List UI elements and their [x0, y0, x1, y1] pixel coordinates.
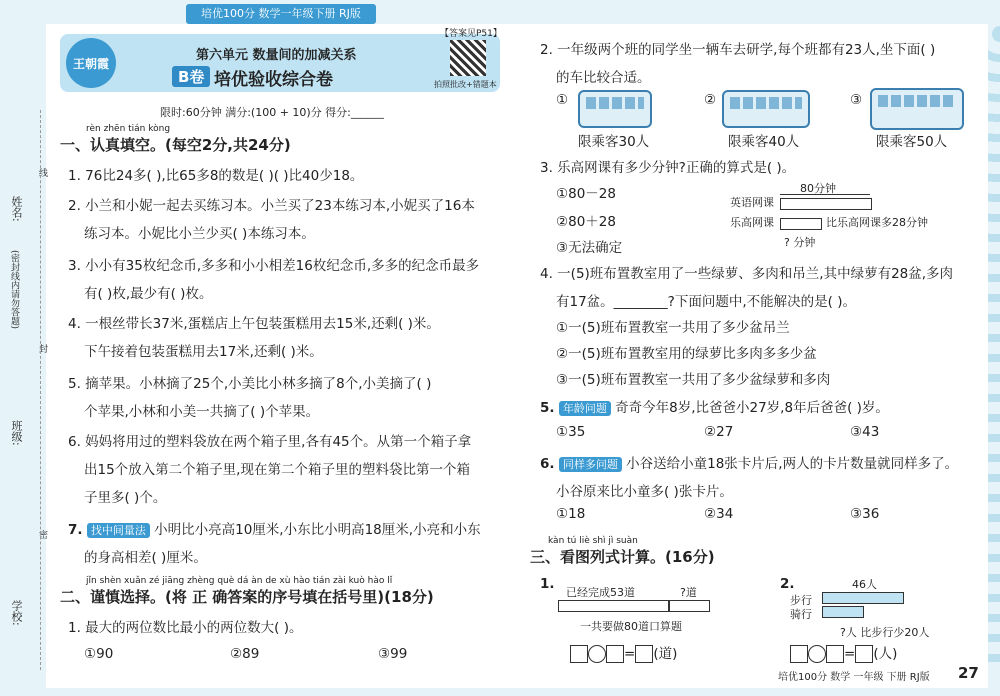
p2-walk-label: 步行	[790, 594, 812, 607]
q6-topic-tag: 同样多问题	[559, 457, 622, 472]
s2-q6-opt2[interactable]: ②34	[704, 506, 734, 522]
p1-done-label: 已经完成53道	[566, 586, 635, 599]
p2-number: 2.	[780, 576, 795, 592]
s1-q4a: 4. 一根丝带长37米,蛋糕店上午包装蛋糕用去15米,还剩( )米。	[68, 316, 440, 332]
q3-compare-label: 比乐高网课多28分钟	[826, 216, 928, 229]
unit-title: 第六单元 数量间的加减关系	[196, 48, 357, 63]
s1-q6c: 子里多( )个。	[84, 490, 167, 506]
bus-3-image[interactable]	[870, 88, 964, 130]
s1-q1: 1. 76比24多( ),比65多8的数是( )( )比40少18。	[68, 168, 364, 184]
p2-walk-bar	[822, 592, 904, 604]
q3-lego-bar	[780, 218, 822, 230]
s2-q2a: 2. 一年级两个班的同学坐一辆车去研学,每个班都有23人,坐下面( )	[540, 42, 936, 58]
s2-q1-opt1[interactable]: ①90	[84, 646, 114, 662]
class-label: 班级:	[10, 420, 23, 446]
bus3-cap: 限乘客50人	[876, 134, 948, 150]
s1-q3a: 3. 小小有35枚纪念币,多多和小小相差16枚纪念币,多多的纪念币最多	[68, 258, 480, 274]
s2-q3-opt3[interactable]: ③无法确定	[556, 240, 623, 256]
qr-caption: 拍照批改+错题本	[434, 80, 497, 89]
bus3-num: ③	[850, 92, 863, 108]
s2-q5-opt3[interactable]: ③43	[850, 424, 880, 440]
q3-brace-top	[780, 194, 870, 195]
p1-equation: = (道)	[570, 642, 677, 663]
s2-q5: 5. 年龄问题 奇奇今年8岁,比爸爸小27岁,8年后爸爸( )岁。	[540, 400, 889, 416]
bus2-cap: 限乘客40人	[728, 134, 800, 150]
s1-title: 一、认真填空。(每空2分,共24分)	[60, 136, 291, 154]
qr-code[interactable]	[450, 40, 486, 76]
bus-1-image[interactable]	[578, 90, 652, 128]
p2-top-label: 46人	[852, 578, 877, 591]
p1-q-label: ?道	[680, 586, 697, 599]
s2-q1-opt2[interactable]: ②89	[230, 646, 260, 662]
page-number: 27	[958, 664, 979, 682]
s2-q4b: 有17盆。________?下面问题中,不能解决的是( )。	[556, 294, 856, 310]
p2-ride-bar	[822, 606, 864, 618]
paper-title: 培优验收综合卷	[214, 70, 333, 90]
s1-q6b: 出15个放入第二个箱子里,现在第二个箱子里的塑料袋比第一个箱	[84, 462, 470, 478]
s2-pinyin: jǐn shèn xuǎn zé jiāng zhèng què dá àn de xù hào tián zài kuò hào lǐ	[86, 576, 393, 586]
time-score-line: 限时:60分钟 满分:(100 + 10)分 得分:______	[160, 106, 384, 119]
p1-rest-bar	[668, 600, 710, 612]
paper-tag: B卷	[172, 66, 210, 87]
q3-lego-label: 乐高网课	[730, 216, 774, 229]
q3-diagram-top: 80分钟	[800, 182, 836, 195]
brand-logo: 王朝霞	[66, 38, 116, 88]
q3-english-label: 英语网课	[730, 196, 774, 209]
p1-done-bar	[558, 600, 670, 612]
p2-ride-label: 骑行	[790, 608, 812, 621]
s2-q2b: 的车比较合适。	[556, 70, 651, 86]
s1-q4b: 下午接着包装蛋糕用去17米,还剩( )米。	[84, 344, 323, 360]
s1-q3b: 有( )枚,最少有( )枚。	[84, 286, 213, 302]
seal-mark-close: 密	[37, 530, 47, 539]
p1-total-label: 一共要做80道口算题	[580, 620, 682, 633]
s2-q4-opt2[interactable]: ②一(5)班布置教室用的绿萝比多肉多多少盆	[556, 346, 817, 362]
wave-border	[988, 24, 1000, 674]
bus1-num: ①	[556, 92, 569, 108]
bus1-cap: 限乘客30人	[578, 134, 650, 150]
name-label: 姓名:	[10, 196, 23, 222]
seal-line	[40, 110, 41, 670]
s2-title: 二、谨慎选择。(将 正 确答案的序号填在括号里)(18分)	[60, 588, 434, 606]
s2-q3-opt1[interactable]: ①80－28	[556, 186, 616, 202]
footer-text: 培优100分 数学 一年级 下册 RJ版	[778, 672, 930, 683]
s2-q5-opt2[interactable]: ②27	[704, 424, 734, 440]
seal-note: (密封线内请勿答题)	[9, 250, 19, 330]
s2-q4-opt3[interactable]: ③一(5)班布置教室一共用了多少盆绿萝和多肉	[556, 372, 831, 388]
series-banner: 培优100分 数学一年级下册 RJ版	[186, 4, 376, 24]
s1-pinyin: rèn zhēn tián kòng	[86, 124, 171, 134]
q7-method-tag: 找中间量法	[87, 523, 150, 538]
s1-q7b: 的身高相差( )厘米。	[84, 550, 207, 566]
s1-q2a: 2. 小兰和小妮一起去买练习本。小兰买了23本练习本,小妮买了16本	[68, 198, 475, 214]
s2-q6-opt3[interactable]: ③36	[850, 506, 880, 522]
s2-q4a: 4. 一(5)班布置教室用了一些绿萝、多肉和吊兰,其中绿萝有28盆,多肉	[540, 266, 954, 282]
bus2-num: ②	[704, 92, 717, 108]
s1-q7: 7. 找中间量法 小明比小亮高10厘米,小东比小明高18厘米,小亮和小东	[68, 522, 481, 538]
s2-q3: 3. 乐高网课有多少分钟?正确的算式是( )。	[540, 160, 796, 176]
q3-english-bar	[780, 198, 872, 210]
s2-q6-opt1[interactable]: ①18	[556, 506, 586, 522]
bus-2-image[interactable]	[722, 90, 810, 128]
s1-q5b: 个苹果,小林和小美一共摘了( )个苹果。	[84, 404, 320, 420]
s2-q1: 1. 最大的两位数比最小的两位数大( )。	[68, 620, 303, 636]
s2-q6: 6. 同样多问题 小谷送给小童18张卡片后,两人的卡片数量就同样多了。	[540, 456, 959, 472]
q3-question-label: ? 分钟	[784, 236, 816, 249]
seal-mark-seal: 封	[37, 344, 47, 353]
p1-number: 1.	[540, 576, 555, 592]
s2-q3-opt2[interactable]: ②80＋28	[556, 214, 616, 230]
binding-margin	[0, 0, 46, 696]
p2-q-label: ?人 比步行少20人	[840, 626, 930, 639]
s3-pinyin: kàn tú liè shì jì suàn	[548, 536, 638, 546]
answer-reference: 【答案见P51】	[440, 29, 502, 39]
seal-mark-line: 线	[37, 168, 47, 177]
s1-q2b: 练习本。小妮比小兰少买( )本练习本。	[84, 226, 315, 242]
s2-q1-opt3[interactable]: ③99	[378, 646, 408, 662]
p2-equation: = (人)	[790, 642, 897, 663]
q5-topic-tag: 年龄问题	[559, 401, 611, 416]
s2-q4-opt1[interactable]: ①一(5)班布置教室一共用了多少盆吊兰	[556, 320, 790, 336]
s3-title: 三、看图列式计算。(16分)	[530, 548, 715, 566]
s2-q6b: 小谷原来比小童多( )张卡片。	[556, 484, 733, 500]
s1-q5a: 5. 摘苹果。小林摘了25个,小美比小林多摘了8个,小美摘了( )	[68, 376, 432, 392]
school-label: 学校:	[10, 600, 23, 626]
s1-q6a: 6. 妈妈将用过的塑料袋放在两个箱子里,各有45个。从第一个箱子拿	[68, 434, 472, 450]
s2-q5-opt1[interactable]: ①35	[556, 424, 586, 440]
